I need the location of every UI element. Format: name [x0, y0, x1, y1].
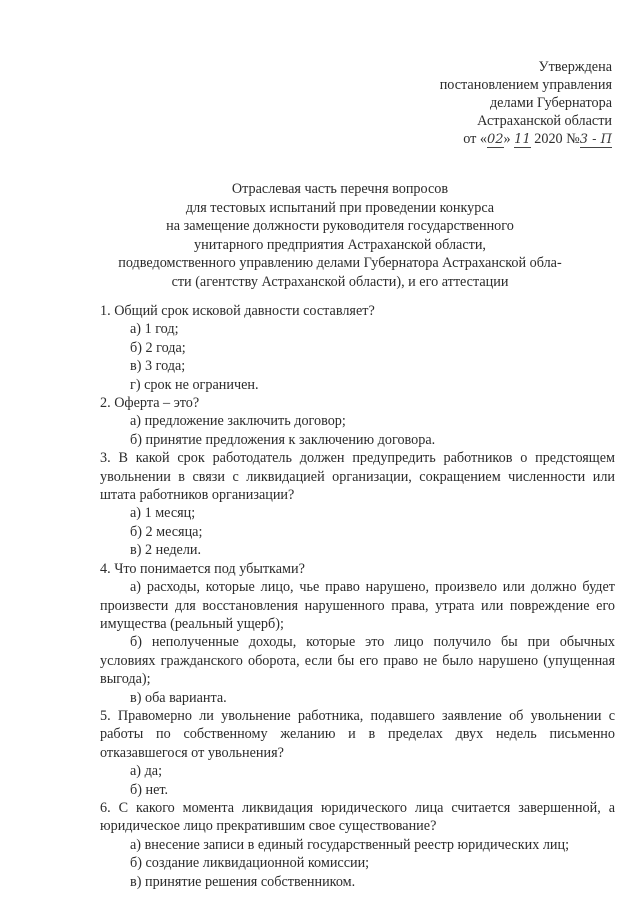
- approval-line-3: делами Губернатора: [489, 95, 612, 111]
- option: в) принятие решения собственником.: [130, 873, 356, 890]
- date-year: 2020 №: [534, 131, 580, 147]
- option: а) 1 год;: [130, 321, 179, 338]
- document-title: [100, 180, 580, 291]
- option: в) оба варианта.: [130, 689, 227, 706]
- title-line: унитарного предприятия Астраханской области,: [194, 236, 486, 253]
- date-month: 11: [514, 132, 531, 147]
- date-number: 3 - П: [579, 132, 612, 147]
- date-prefix: от «: [463, 131, 487, 147]
- date-mid: »: [503, 131, 515, 147]
- approval-stamp-block: [440, 58, 612, 148]
- question-6: 6. С какого момента ликвидация юридического лица считается завершенной, а юридическое лицо прекратившим свое существование?: [100, 799, 615, 835]
- option: б) нет.: [130, 781, 169, 798]
- approval-line-4: Астраханской области: [477, 113, 612, 129]
- option: в) 2 недели.: [130, 542, 202, 559]
- title-line: для тестовых испытаний при проведении конкурса: [185, 199, 495, 216]
- title-line: Отраслевая часть перечня вопросов: [231, 181, 449, 197]
- question-1: 1. Общий срок исковой давности составляет?: [100, 303, 375, 319]
- option: в) 3 года;: [130, 358, 186, 375]
- option: а) внесение записи в единый государственный реестр юридических лиц;: [130, 836, 570, 853]
- option: а) да;: [130, 763, 163, 780]
- title-line: сти (агентству Астраханской области), и его аттестации: [171, 273, 509, 290]
- title-line: на замещение должности руководителя государственного: [166, 218, 514, 234]
- approval-date-line: [440, 130, 612, 148]
- option: б) 2 года;: [130, 339, 186, 356]
- option: б) создание ликвидационной комиссии;: [130, 855, 370, 872]
- option: б) неполученные доходы, которые это лицо получило бы при обычных условиях гражданского оборота, если бы его право не было нарушено (упущенная выгода);: [100, 634, 615, 688]
- question-4: 4. Что понимается под убытками?: [100, 560, 305, 577]
- approval-line-1: Утверждена: [538, 59, 612, 75]
- question-3: 3. В какой срок работодатель должен предупредить работников о предстоящем увольнении в связи с ликвидацией организации, сокращением численности или штата работников организации?: [100, 450, 615, 504]
- question-5: 5. Правомерно ли увольнение работника, подавшего заявление об увольнении с работы по собственному желанию и в пределах двух недель письменно отказавшегося от увольнения?: [100, 707, 615, 761]
- option: г) срок не ограничен.: [130, 376, 259, 393]
- approval-line-2: постановлением управления: [439, 77, 612, 93]
- option: б) принятие предложения к заключению договора.: [130, 431, 436, 448]
- option: а) 1 месяц;: [130, 505, 196, 522]
- option: а) предложение заключить договор;: [130, 413, 346, 430]
- option: б) 2 месяца;: [130, 523, 203, 540]
- date-day: 02: [486, 132, 504, 147]
- question-2: 2. Оферта – это?: [100, 395, 200, 412]
- option: а) расходы, которые лицо, чье право нарушено, произвело или должно будет произвести для восстановления нарушенного права, утрата или повреждение его имущества (реальный ущерб);: [100, 579, 615, 632]
- questions-list: [100, 302, 615, 891]
- title-line: подведомственного управлению делами Губернатора Астраханской обла-: [118, 255, 562, 271]
